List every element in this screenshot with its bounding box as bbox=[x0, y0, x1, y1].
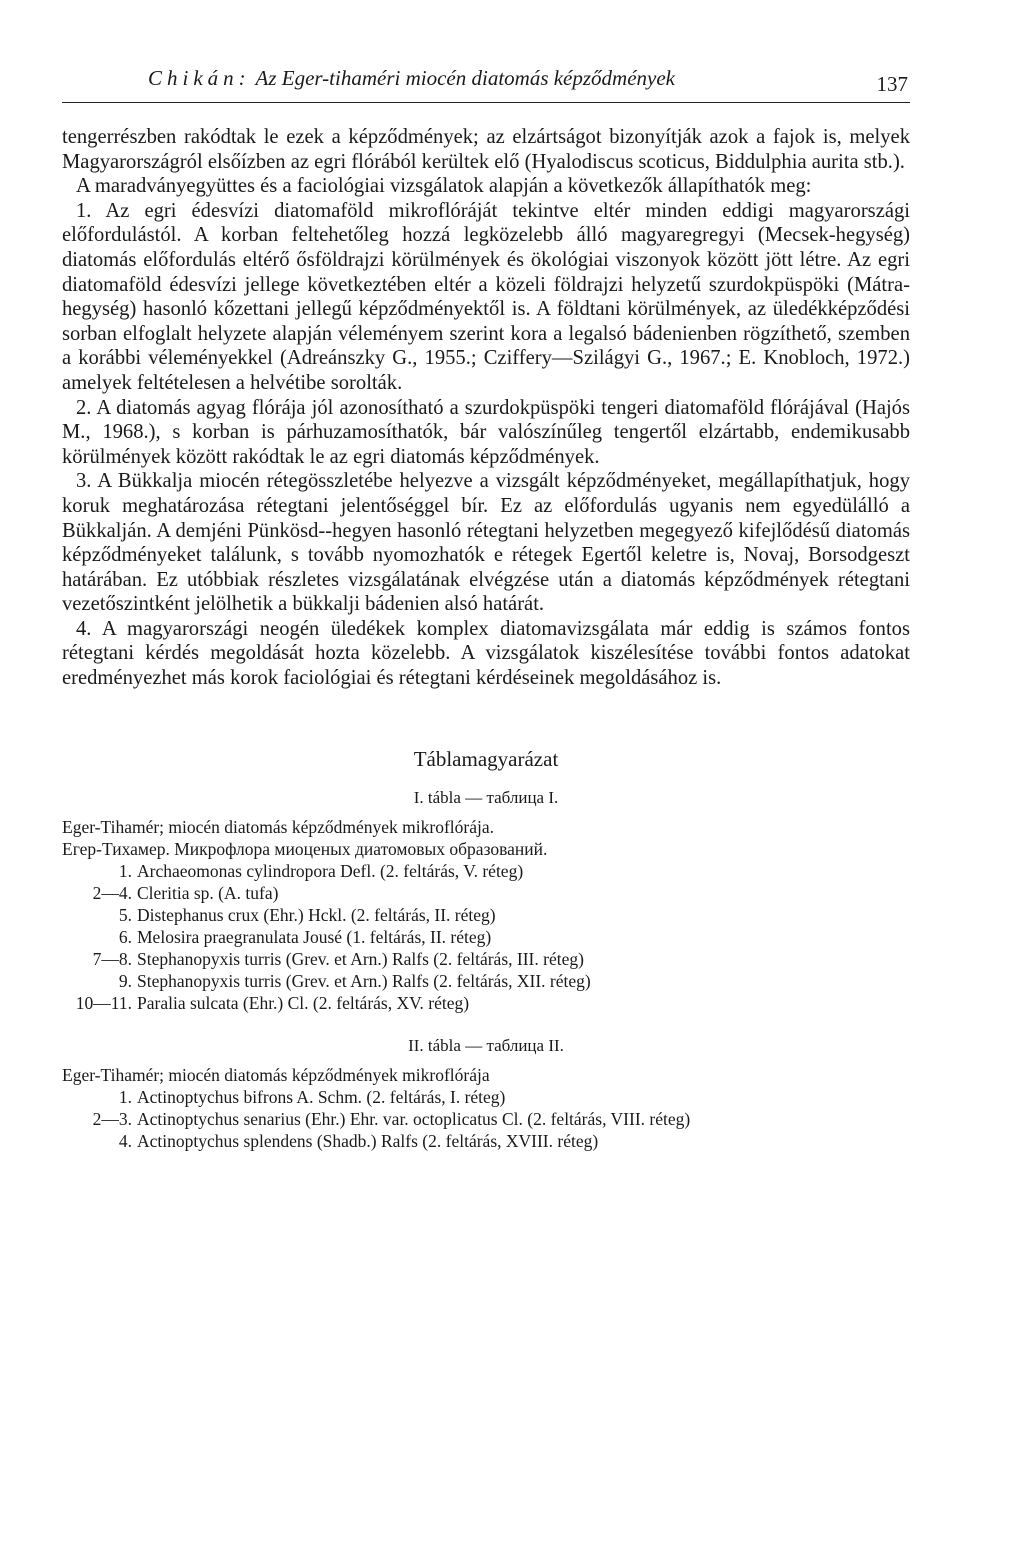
legend-line: Eger-Tihamér; miocén diatomás képződmények mikroflórája bbox=[62, 1064, 490, 1085]
legend-entry bbox=[62, 926, 910, 948]
entry-number: 10—11. bbox=[75, 992, 132, 1013]
running-title bbox=[148, 66, 675, 91]
legend-entry bbox=[62, 904, 910, 926]
entry-text: Actinoptychus bifrons A. Schm. (2. feltárás, I. réteg) bbox=[137, 1086, 506, 1107]
plate-heading: I. tábla — таблица I. bbox=[413, 787, 559, 807]
plate-heading: II. tábla — таблица II. bbox=[408, 1035, 564, 1055]
legend-entry bbox=[62, 860, 910, 882]
plate-caption-title: Táblamagyarázat bbox=[413, 746, 559, 771]
entry-number: 6. bbox=[118, 926, 132, 947]
paragraph: 4. A magyarországi neogén üledékek komplex diatomavizsgálata már eddig is számos fontos rétegtani kérdés megoldását hozta közelebb. A vizsgálatok kiszélesítése további fontos adatokat eredményezhet más korok faciológiai és rétegtani kérdéseinek megoldásához is. bbox=[62, 617, 910, 690]
entry-number: 2—3. bbox=[92, 1108, 132, 1129]
page-number: 137 bbox=[876, 72, 908, 96]
entry-text: Paralia sulcata (Ehr.) Cl. (2. feltárás, XV. réteg) bbox=[137, 992, 470, 1013]
entry-number: 4. bbox=[118, 1130, 132, 1151]
entry-number: 7—8. bbox=[92, 948, 132, 969]
entry-number: 2—4. bbox=[92, 882, 132, 903]
plate-legend bbox=[62, 1064, 910, 1152]
running-head bbox=[62, 62, 910, 103]
entry-number: 9. bbox=[118, 970, 132, 991]
legend-entry bbox=[62, 992, 910, 1014]
legend-entry bbox=[62, 882, 910, 904]
entry-text: Distephanus crux (Ehr.) Hckl. (2. feltárás, II. réteg) bbox=[137, 904, 496, 925]
entry-number: 1. bbox=[118, 1086, 132, 1107]
author-name: Chikán: bbox=[148, 66, 251, 90]
legend-entry bbox=[62, 970, 910, 992]
entry-text: Melosira praegranulata Jousé (1. feltárás, II. réteg) bbox=[137, 926, 492, 947]
paragraph: A maradványegyüttes és a faciológiai vizsgálatok alapján a következők állapíthatók meg: bbox=[76, 175, 812, 198]
legend-line: Eger-Tihamér; miocén diatomás képződmények mikroflórája. bbox=[62, 816, 494, 837]
page bbox=[62, 62, 910, 1152]
entry-number: 5. bbox=[118, 904, 132, 925]
legend-line: Егер-Тихамер. Микрофлора миоценых диатомовых образований. bbox=[62, 838, 548, 859]
body-text bbox=[62, 125, 910, 691]
entry-text: Stephanopyxis turris (Grev. et Arn.) Ralfs (2. feltárás, XII. réteg) bbox=[137, 970, 591, 991]
article-title: Az Eger-tihaméri miocén diatomás képződmények bbox=[255, 66, 675, 90]
paragraph: 2. A diatomás agyag flórája jól azonosítható a szurdokpüspöki tengeri diatomaföld flórájával (Hajós M., 1968.), s korban is párhuzamosíthatók, bár valószínűleg tengertől elzártabb, endemikusabb körülmények között rakódtak le az egri diatomás képződmények. bbox=[62, 396, 910, 468]
legend-entry bbox=[62, 1108, 910, 1130]
legend-entry bbox=[62, 1086, 910, 1108]
legend-entry bbox=[62, 1130, 910, 1152]
entry-text: Cleritia sp. (A. tufa) bbox=[137, 882, 279, 903]
legend-entry bbox=[62, 948, 910, 970]
entry-text: Archaeomonas cylindropora Defl. (2. feltárás, V. réteg) bbox=[137, 860, 524, 881]
entry-text: Stephanopyxis turris (Grev. et Arn.) Ralfs (2. feltárás, III. réteg) bbox=[137, 948, 584, 969]
paragraph: tengerrészben rakódtak le ezek a képződmények; az elzártságot bizonyítják azok a fajok is, melyek Magyarországról elsőízben az egri flórából kerültek elő (Hyalodiscus scoticus, Biddulphia aurita stb.). bbox=[62, 126, 910, 173]
paragraph: 1. Az egri édesvízi diatomaföld mikroflóráját tekintve eltér minden eddigi magyarországi előfordulástól. A korban feltehetőleg hozzá legközelebb álló magyaregregyi (Mecsek-hegység) diatomás előfordulás eltérő ősföldrajzi körülmények és ökológiai viszonyok között jött létre. Az egri diatomaföld édesvízi jellege következtében eltér a közeli földrajzi helyzetű szurdokpüspöki (Mátra-hegység) hasonló kőzettani jellegű képződményektől is. A földtani körülmények, az üledékképződési sorban elfoglalt helyzete alapján véleményem szerint kora a legalsó bádenienben rögzíthető, szemben a korábbi véleményekkel (Adreánszky G., 1955.; Cziffery—Szilágyi G., 1967.; E. Knobloch, 1972.) amelyek feltételesen a helvétibe sorolták. bbox=[62, 199, 910, 394]
entry-text: Actinoptychus senarius (Ehr.) Ehr. var. octoplicatus Cl. (2. feltárás, VIII. réteg) bbox=[137, 1108, 691, 1129]
paragraph: 3. A Bükkalja miocén rétegösszletébe helyezve a vizsgált képződményeket, megállapíthatjuk, hogy koruk meghatározása rétegtani jelentőséggel bír. Ez az előfordulás ugyanis nem egyedülálló a Bükkalján. A demjéni Pünkösd--hegyen hasonló rétegtani helyzetben megegyező kifejlődésű diatomás képződményeket találunk, s tovább nyomozhatók e rétegek Egertől keletre is, Novaj, Borsodgeszt határában. Ez utóbbiak részletes vizsgálatának elvégzése után a diatomás képződmények rétegtani vezetőszintként jelölhetik a bükkalji bádenien alsó határát. bbox=[62, 470, 910, 616]
entry-text: Actinoptychus splendens (Shadb.) Ralfs (2. feltárás, XVIII. réteg) bbox=[137, 1130, 599, 1151]
entry-number: 1. bbox=[118, 860, 132, 881]
plate-legend bbox=[62, 816, 910, 1014]
